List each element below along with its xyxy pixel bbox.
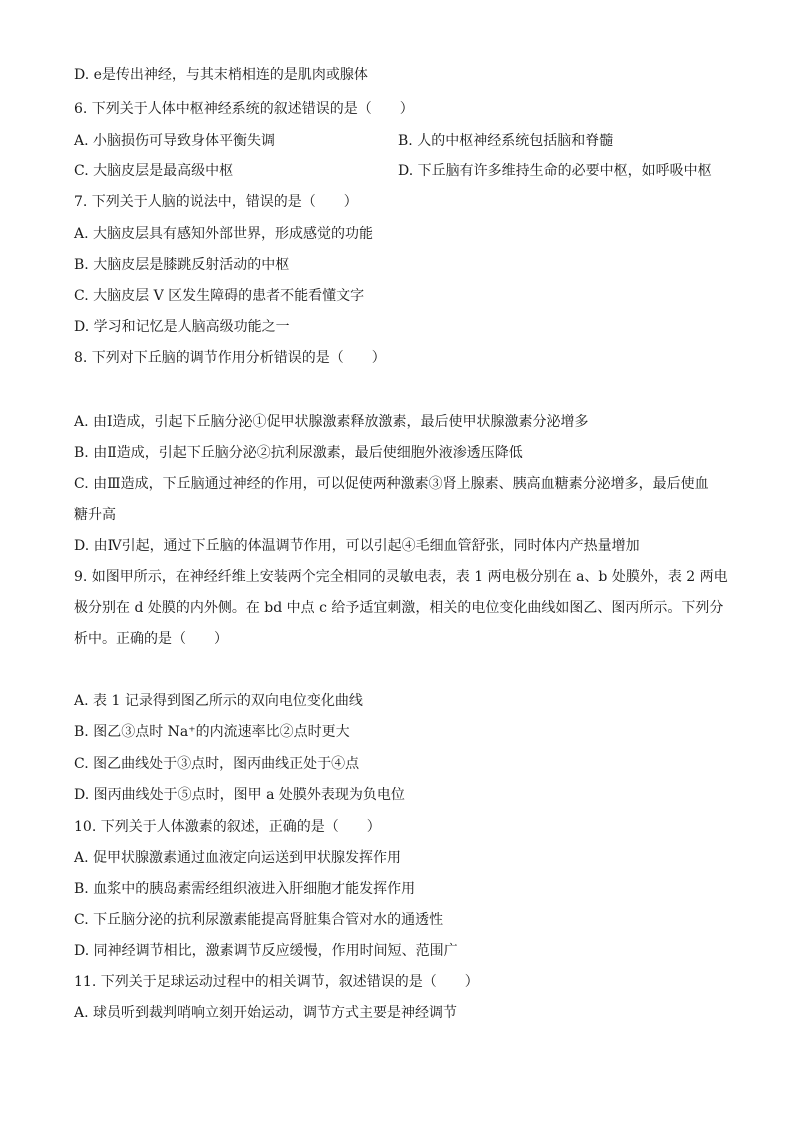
q10-option-a: A. 促甲状腺激素通过血液定向运送到甲状腺发挥作用 — [74, 850, 402, 866]
q9-option-a: A. 表 1 记录得到图乙所示的双向电位变化曲线 — [74, 693, 363, 709]
q8-option-a: A. 由Ⅰ造成，引起下丘脑分泌①促甲状腺激素释放激素，最后使甲状腺激素分泌增多 — [74, 414, 589, 430]
q7-option-b: B. 大脑皮层是膝跳反射活动的中枢 — [74, 257, 290, 273]
q9-option-d: D. 图丙曲线处于⑤点时，图甲 a 处膜外表现为负电位 — [74, 787, 405, 803]
q10-option-b: B. 血浆中的胰岛素需经组织液进入肝细胞才能发挥作用 — [74, 881, 416, 897]
q7-stem: 7. 下列关于人脑的说法中，错误的是（ ） — [74, 194, 358, 210]
q10-stem: 10. 下列关于人体激素的叙述，正确的是（ ） — [74, 819, 381, 835]
q8-option-c-line1: C. 由Ⅲ造成，下丘脑通过神经的作用，可以促使两种激素③肾上腺素、胰高血糖素分泌增多，最后使血 — [74, 476, 709, 492]
q6-option-c: C. 大脑皮层是最高级中枢 — [74, 163, 234, 179]
q8-option-c-line2: 糖升高 — [74, 507, 116, 523]
q7-option-d: D. 学习和记忆是人脑高级功能之一 — [74, 319, 290, 335]
q6-option-d: D. 下丘脑有许多维持生命的必要中枢，如呼吸中枢 — [398, 163, 712, 179]
q9-stem-line2: 极分别在 d 处膜的内外侧。在 bd 中点 c 给予适宜刺激，相关的电位变化曲线如图乙、图丙所示。下列分 — [74, 600, 724, 616]
q6-option-a: A. 小脑损伤可导致身体平衡失调 — [74, 133, 276, 149]
q8-stem: 8. 下列对下丘脑的调节作用分析错误的是（ ） — [74, 350, 386, 366]
q11-stem: 11. 下列关于足球运动过程中的相关调节，叙述错误的是（ ） — [74, 974, 479, 990]
q7-option-a: A. 大脑皮层具有感知外部世界，形成感觉的功能 — [74, 226, 374, 242]
q10-option-d: D. 同神经调节相比，激素调节反应缓慢，作用时间短、范围广 — [74, 943, 458, 959]
q11-option-a: A. 球员听到裁判哨响立刻开始运动，调节方式主要是神经调节 — [74, 1005, 458, 1021]
q10-option-c: C. 下丘脑分泌的抗利尿激素能提高肾脏集合管对水的通透性 — [74, 912, 444, 928]
q8-option-d: D. 由Ⅳ引起，通过下丘脑的体温调节作用，可以引起④毛细血管舒张，同时体内产热量增加 — [74, 538, 640, 554]
q9-stem-line1: 9. 如图甲所示，在神经纤维上安装两个完全相同的灵敏电表，表 1 两电极分别在 a、b 处膜外，表 2 两电 — [74, 569, 728, 585]
q9-option-c: C. 图乙曲线处于③点时，图丙曲线正处于④点 — [74, 756, 360, 772]
q9-stem-line3: 析中。正确的是（ ） — [74, 631, 228, 647]
q7-option-c: C. 大脑皮层 V 区发生障碍的患者不能看懂文字 — [74, 288, 365, 304]
q6-stem: 6. 下列关于人体中枢神经系统的叙述错误的是（ ） — [74, 101, 414, 117]
q9-option-b: B. 图乙③点时 Na⁺的内流速率比②点时更大 — [74, 724, 350, 740]
q6-option-b: B. 人的中枢神经系统包括脑和脊髓 — [398, 133, 614, 149]
q8-option-b: B. 由Ⅱ造成，引起下丘脑分泌②抗利尿激素，最后使细胞外液渗透压降低 — [74, 445, 523, 461]
q5-option-d: D. e是传出神经，与其末梢相连的是肌肉或腺体 — [74, 67, 368, 83]
